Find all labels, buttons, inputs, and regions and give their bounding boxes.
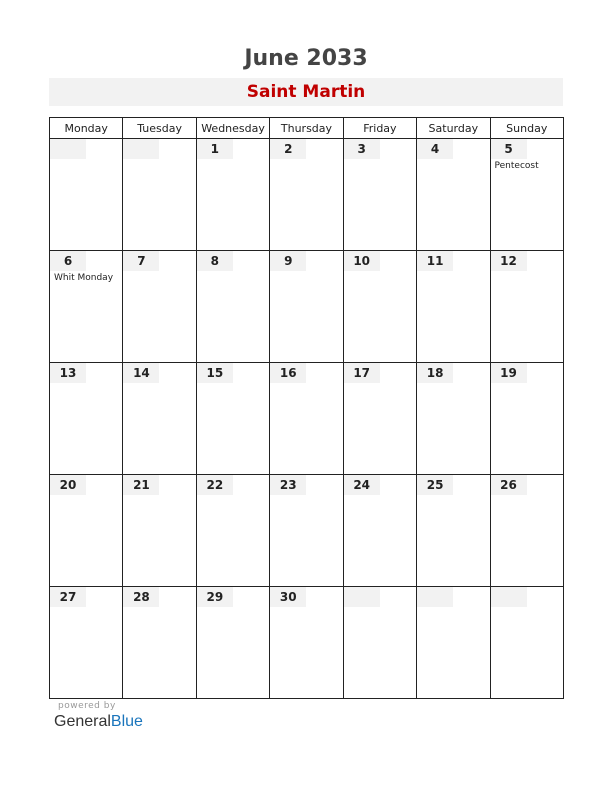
day-cell bbox=[270, 251, 343, 363]
weekday-header-row bbox=[50, 118, 564, 139]
day-cell bbox=[50, 587, 123, 699]
day-cell bbox=[490, 587, 563, 699]
day-cell bbox=[196, 587, 269, 699]
day-cell bbox=[490, 363, 563, 475]
week-row bbox=[50, 363, 564, 475]
day-cell bbox=[490, 251, 563, 363]
day-number: 3 bbox=[344, 139, 380, 159]
day-number: 21 bbox=[123, 475, 159, 495]
day-cell bbox=[196, 363, 269, 475]
day-number: 10 bbox=[344, 251, 380, 271]
day-cell bbox=[343, 139, 416, 251]
day-number: 11 bbox=[417, 251, 453, 271]
day-number: 1 bbox=[197, 139, 233, 159]
day-number: 23 bbox=[270, 475, 306, 495]
calendar-grid bbox=[49, 117, 564, 699]
day-cell bbox=[123, 363, 196, 475]
day-cell bbox=[50, 363, 123, 475]
day-number: 25 bbox=[417, 475, 453, 495]
day-number: 29 bbox=[197, 587, 233, 607]
weekday-header: Tuesday bbox=[123, 118, 196, 139]
week-row bbox=[50, 475, 564, 587]
weekday-header: Thursday bbox=[270, 118, 343, 139]
day-cell bbox=[417, 251, 490, 363]
day-number: 13 bbox=[50, 363, 86, 383]
region-banner bbox=[49, 78, 563, 106]
day-number: 5 bbox=[491, 139, 527, 159]
weekday-header: Saturday bbox=[417, 118, 490, 139]
day-cell bbox=[343, 251, 416, 363]
day-number: 2 bbox=[270, 139, 306, 159]
holiday-label: Whit Monday bbox=[54, 273, 114, 283]
day-number bbox=[491, 587, 527, 607]
day-number: 17 bbox=[344, 363, 380, 383]
generalblue-logo[interactable] bbox=[54, 713, 143, 731]
day-number: 8 bbox=[197, 251, 233, 271]
day-number: 15 bbox=[197, 363, 233, 383]
day-number: 18 bbox=[417, 363, 453, 383]
weekday-header: Wednesday bbox=[196, 118, 269, 139]
weekday-header: Monday bbox=[50, 118, 123, 139]
week-row bbox=[50, 587, 564, 699]
region-name: Saint Martin bbox=[246, 82, 366, 102]
calendar-body bbox=[50, 139, 564, 699]
day-number: 16 bbox=[270, 363, 306, 383]
day-cell bbox=[50, 139, 123, 251]
weekday-header: Friday bbox=[343, 118, 416, 139]
day-number: 30 bbox=[270, 587, 306, 607]
weekday-header: Sunday bbox=[490, 118, 563, 139]
week-row bbox=[50, 139, 564, 251]
day-cell bbox=[343, 475, 416, 587]
calendar-title: June 2033 bbox=[244, 46, 368, 71]
holiday-label: Pentecost bbox=[494, 161, 539, 171]
day-cell bbox=[417, 587, 490, 699]
day-number: 6 bbox=[50, 251, 86, 271]
day-cell bbox=[123, 251, 196, 363]
brand-part2: Blue bbox=[110, 713, 143, 730]
day-number: 14 bbox=[123, 363, 159, 383]
day-number bbox=[123, 139, 159, 159]
day-number: 24 bbox=[344, 475, 380, 495]
day-cell bbox=[50, 251, 123, 363]
day-number bbox=[417, 587, 453, 607]
day-cell bbox=[270, 475, 343, 587]
day-cell bbox=[123, 475, 196, 587]
day-cell bbox=[490, 139, 563, 251]
day-cell bbox=[417, 363, 490, 475]
day-number: 4 bbox=[417, 139, 453, 159]
day-cell bbox=[123, 587, 196, 699]
powered-by-label: powered by bbox=[58, 701, 116, 711]
week-row bbox=[50, 251, 564, 363]
brand-part1: General bbox=[54, 713, 111, 730]
day-number bbox=[344, 587, 380, 607]
day-cell bbox=[270, 139, 343, 251]
day-number: 27 bbox=[50, 587, 86, 607]
day-number: 26 bbox=[491, 475, 527, 495]
day-cell bbox=[196, 139, 269, 251]
day-cell bbox=[50, 475, 123, 587]
day-number: 19 bbox=[491, 363, 527, 383]
day-cell bbox=[123, 139, 196, 251]
day-cell bbox=[270, 363, 343, 475]
day-number: 12 bbox=[491, 251, 527, 271]
day-cell bbox=[270, 587, 343, 699]
day-cell bbox=[196, 251, 269, 363]
day-cell bbox=[417, 139, 490, 251]
day-number: 7 bbox=[123, 251, 159, 271]
day-cell bbox=[417, 475, 490, 587]
day-cell bbox=[343, 363, 416, 475]
day-number: 20 bbox=[50, 475, 86, 495]
day-cell bbox=[343, 587, 416, 699]
day-number: 9 bbox=[270, 251, 306, 271]
day-cell bbox=[490, 475, 563, 587]
day-number bbox=[50, 139, 86, 159]
day-cell bbox=[196, 475, 269, 587]
day-number: 28 bbox=[123, 587, 159, 607]
day-number: 22 bbox=[197, 475, 233, 495]
